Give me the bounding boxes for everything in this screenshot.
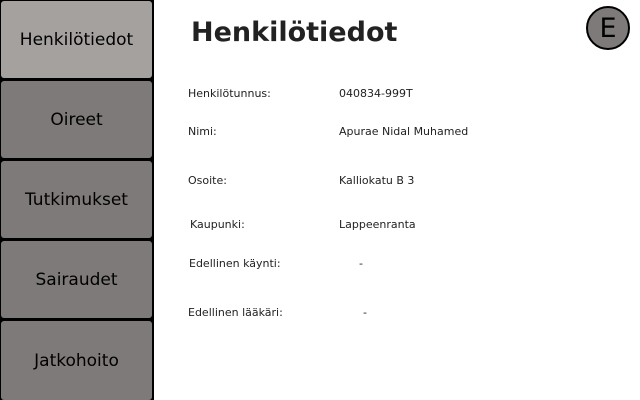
label-edellinen-laakari: Edellinen lääkäri: xyxy=(188,306,283,319)
label-kaupunki: Kaupunki: xyxy=(190,218,245,231)
label-osoite: Osoite: xyxy=(188,174,227,187)
value-henkilotunnus: 040834-999T xyxy=(339,87,413,100)
sidebar-item-sairaudet[interactable]: Sairaudet xyxy=(1,241,152,318)
value-edellinen-laakari: - xyxy=(363,306,367,319)
exit-button[interactable]: E xyxy=(586,6,630,50)
label-nimi: Nimi: xyxy=(188,125,217,138)
value-nimi: Apurae Nidal Muhamed xyxy=(339,125,469,138)
label-edellinen-kaynti: Edellinen käynti: xyxy=(189,257,281,270)
sidebar xyxy=(0,0,154,400)
sidebar-item-jatkohoito[interactable]: Jatkohoito xyxy=(1,321,152,400)
label-henkilotunnus: Henkilötunnus: xyxy=(188,87,271,100)
value-edellinen-kaynti: - xyxy=(359,257,363,270)
page-title: Henkilötiedot xyxy=(191,17,398,48)
value-kaupunki: Lappeenranta xyxy=(339,218,416,231)
sidebar-item-tutkimukset[interactable]: Tutkimukset xyxy=(1,161,152,238)
value-osoite: Kalliokatu B 3 xyxy=(339,174,415,187)
sidebar-item-oireet[interactable]: Oireet xyxy=(1,81,152,158)
sidebar-item-henkilotiedot[interactable]: Henkilötiedot xyxy=(1,1,152,78)
